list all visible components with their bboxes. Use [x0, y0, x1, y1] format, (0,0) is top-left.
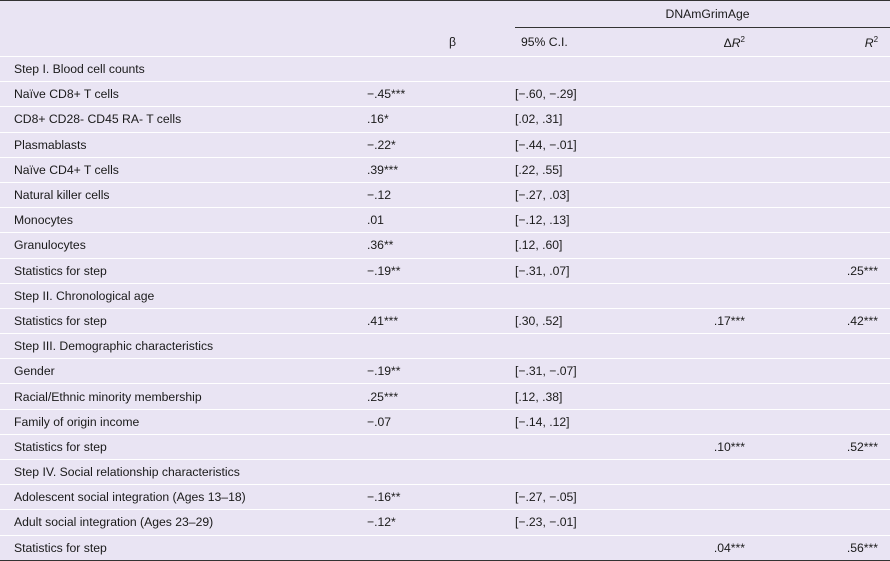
- r2-cell: [745, 334, 890, 359]
- ci-cell: [515, 434, 660, 459]
- beta-cell: [360, 434, 515, 459]
- row-label: Statistics for step: [0, 258, 360, 283]
- table-row: [0, 485, 890, 510]
- beta-cell: .16*: [360, 107, 515, 132]
- r2-cell: [745, 510, 890, 535]
- delta-r2-cell: .10***: [660, 434, 745, 459]
- delta-r2-header: $\Delta R^2$: [660, 28, 745, 57]
- ci-cell: [.12, .60]: [515, 233, 660, 258]
- beta-cell: −.07: [360, 409, 515, 434]
- beta-header: β: [360, 28, 515, 57]
- beta-cell: [360, 535, 515, 560]
- ci-cell: [−.44, −.01]: [515, 132, 660, 157]
- table-row: [0, 384, 890, 409]
- beta-cell: .25***: [360, 384, 515, 409]
- table-row: [0, 233, 890, 258]
- ci-cell: [.12, .38]: [515, 384, 660, 409]
- table-row: [0, 107, 890, 132]
- r2-cell: [745, 157, 890, 182]
- table-row: [0, 283, 890, 308]
- table-body: [0, 57, 890, 561]
- ci-cell: [−.12, .13]: [515, 208, 660, 233]
- table-row: [0, 258, 890, 283]
- beta-cell: [360, 460, 515, 485]
- beta-cell: .36**: [360, 233, 515, 258]
- ci-cell: [515, 57, 660, 82]
- r2-cell: .52***: [745, 434, 890, 459]
- delta-r2-cell: [660, 57, 745, 82]
- r2-cell: [745, 57, 890, 82]
- r2-cell: [745, 82, 890, 107]
- r2-header: $R^2$: [745, 28, 890, 57]
- table-row: [0, 535, 890, 560]
- ci-cell: [.02, .31]: [515, 107, 660, 132]
- r2-cell: .56***: [745, 535, 890, 560]
- r2-cell: .42***: [745, 308, 890, 333]
- r2-cell: [745, 182, 890, 207]
- ci-cell: [−.27, −.05]: [515, 485, 660, 510]
- ci-cell: [−.31, −.07]: [515, 359, 660, 384]
- r2-cell: [745, 132, 890, 157]
- r2-cell: [745, 233, 890, 258]
- delta-r2-cell: [660, 107, 745, 132]
- r2-cell: [745, 208, 890, 233]
- ci-cell: [515, 334, 660, 359]
- delta-r2-cell: [660, 460, 745, 485]
- ci-cell: [.22, .55]: [515, 157, 660, 182]
- table-row: [0, 132, 890, 157]
- header-row-outcome: [0, 1, 890, 28]
- table-row: [0, 409, 890, 434]
- beta-cell: −.22*: [360, 132, 515, 157]
- ci-cell: [.30, .52]: [515, 308, 660, 333]
- ci-cell: [515, 283, 660, 308]
- r2-cell: [745, 485, 890, 510]
- beta-cell: .41***: [360, 308, 515, 333]
- r2-cell: [745, 384, 890, 409]
- row-label: Naïve CD8+ T cells: [0, 82, 360, 107]
- row-label: Step II. Chronological age: [0, 283, 360, 308]
- row-label: Naïve CD4+ T cells: [0, 157, 360, 182]
- delta-r2-cell: [660, 334, 745, 359]
- delta-r2-cell: [660, 283, 745, 308]
- row-label: Gender: [0, 359, 360, 384]
- beta-cell: −.12: [360, 182, 515, 207]
- beta-cell: [360, 283, 515, 308]
- r2-cell: [745, 107, 890, 132]
- beta-cell: −.19**: [360, 258, 515, 283]
- beta-cell: −.16**: [360, 485, 515, 510]
- delta-r2-cell: [660, 510, 745, 535]
- delta-r2-cell: .04***: [660, 535, 745, 560]
- table-row: [0, 182, 890, 207]
- table-row: [0, 510, 890, 535]
- row-label: Natural killer cells: [0, 182, 360, 207]
- ci-cell: [−.27, .03]: [515, 182, 660, 207]
- beta-cell: −.19**: [360, 359, 515, 384]
- row-label: Step III. Demographic characteristics: [0, 334, 360, 359]
- table-row: [0, 359, 890, 384]
- ci-cell: [−.60, −.29]: [515, 82, 660, 107]
- delta-r2-cell: [660, 409, 745, 434]
- row-label: Step I. Blood cell counts: [0, 57, 360, 82]
- ci-cell: [515, 460, 660, 485]
- beta-cell: −.12*: [360, 510, 515, 535]
- table-row: [0, 208, 890, 233]
- row-label: Adult social integration (Ages 23–29): [0, 510, 360, 535]
- r2-cell: [745, 359, 890, 384]
- r2-cell: [745, 460, 890, 485]
- table-row: [0, 82, 890, 107]
- table-row: [0, 57, 890, 82]
- ci-header: 95% C.I.: [515, 28, 660, 57]
- r2-cell: .25***: [745, 258, 890, 283]
- table-row: [0, 434, 890, 459]
- beta-cell: [360, 334, 515, 359]
- row-label: Monocytes: [0, 208, 360, 233]
- delta-r2-cell: [660, 182, 745, 207]
- delta-r2-cell: [660, 208, 745, 233]
- table-row: [0, 460, 890, 485]
- row-label: Statistics for step: [0, 308, 360, 333]
- outcome-header: DNAmGrimAge: [515, 1, 890, 28]
- ci-cell: [−.23, −.01]: [515, 510, 660, 535]
- beta-cell: .39***: [360, 157, 515, 182]
- table-row: [0, 308, 890, 333]
- ci-cell: [515, 535, 660, 560]
- beta-cell: −.45***: [360, 82, 515, 107]
- row-label: CD8+ CD28- CD45 RA- T cells: [0, 107, 360, 132]
- row-label: Adolescent social integration (Ages 13–18): [0, 485, 360, 510]
- header-row-columns: [0, 28, 890, 57]
- ci-cell: [−.14, .12]: [515, 409, 660, 434]
- delta-r2-cell: [660, 233, 745, 258]
- delta-r2-cell: [660, 132, 745, 157]
- delta-r2-cell: [660, 258, 745, 283]
- row-label: Racial/Ethnic minority membership: [0, 384, 360, 409]
- row-label: Statistics for step: [0, 434, 360, 459]
- delta-r2-cell: [660, 485, 745, 510]
- table-row: [0, 334, 890, 359]
- row-label: Plasmablasts: [0, 132, 360, 157]
- ci-cell: [−.31, .07]: [515, 258, 660, 283]
- delta-r2-cell: .17***: [660, 308, 745, 333]
- r2-cell: [745, 409, 890, 434]
- delta-r2-cell: [660, 359, 745, 384]
- delta-r2-cell: [660, 384, 745, 409]
- row-label: Statistics for step: [0, 535, 360, 560]
- row-label: Granulocytes: [0, 233, 360, 258]
- table-row: [0, 157, 890, 182]
- r2-cell: [745, 283, 890, 308]
- row-label: Family of origin income: [0, 409, 360, 434]
- beta-cell: .01: [360, 208, 515, 233]
- delta-r2-cell: [660, 157, 745, 182]
- row-label: Step IV. Social relationship characteristics: [0, 460, 360, 485]
- beta-cell: [360, 57, 515, 82]
- delta-r2-cell: [660, 82, 745, 107]
